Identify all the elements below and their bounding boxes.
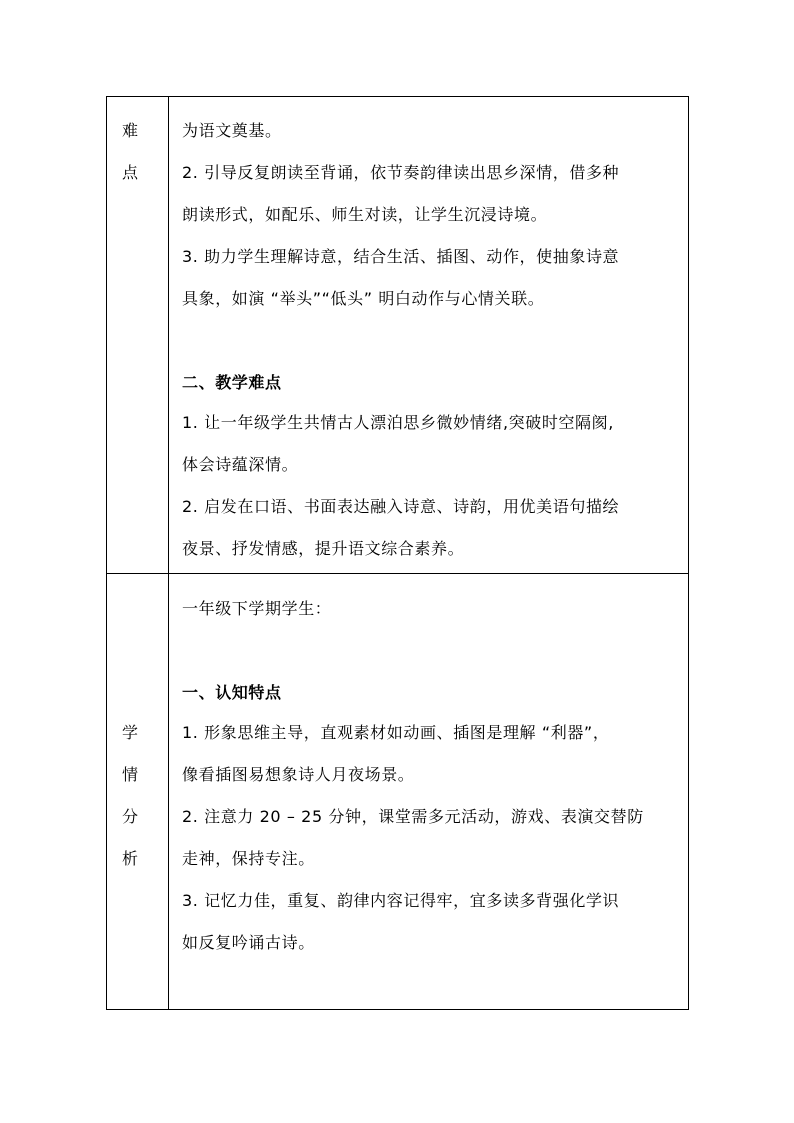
- row1-label-char-2: 点: [121, 163, 138, 182]
- column-divider: [168, 96, 169, 1010]
- row1-label-char-1: 难: [121, 121, 138, 140]
- row2-intro: 一年级下学期学生：: [182, 599, 332, 618]
- row1-line-7: 体会诗蕴深情。: [182, 455, 299, 474]
- row1-line-2: 2. 引导反复朗读至背诵，依节奏韵律读出思乡深情，借多种: [182, 163, 620, 182]
- row2-label-char-2: 情: [121, 765, 138, 784]
- row2-line-6: 如反复吟诵古诗。: [182, 933, 315, 952]
- row-divider: [106, 573, 689, 574]
- row1-line-9: 夜景、抒发情感，提升语文综合素养。: [182, 539, 465, 558]
- row2-line-2: 像看插图易想象诗人月夜场景。: [182, 765, 415, 784]
- row2-line-4: 走神，保持专注。: [182, 849, 315, 868]
- row1-line-8: 2. 启发在口语、书面表达融入诗意、诗韵，用优美语句描绘: [182, 497, 620, 516]
- row2-label-char-1: 学: [121, 723, 138, 742]
- row1-line-3: 朗读形式，如配乐、师生对读，让学生沉浸诗境。: [182, 205, 548, 224]
- row2-line-5: 3. 记忆力佳，重复、韵律内容记得牢，宜多读多背强化学识: [182, 891, 620, 910]
- row2-label-char-4: 析: [121, 849, 138, 868]
- row1-line-6: 1. 让一年级学生共情古人漂泊思乡微妙情绪,突破时空隔阂,: [182, 413, 614, 432]
- row2-label-char-3: 分: [121, 807, 138, 826]
- row2-line-1: 1. 形象思维主导，直观素材如动画、插图是理解 “利器”，: [182, 723, 610, 742]
- row1-line-5: 具象，如演 “举头”“低头” 明白动作与心情关联。: [182, 289, 545, 308]
- row1-line-1: 为语文奠基。: [182, 121, 282, 140]
- row1-heading: 二、教学难点: [182, 373, 282, 392]
- row2-line-3: 2. 注意力 20 – 25 分钟，课堂需多元活动，游戏、表演交替防: [182, 807, 644, 826]
- row1-line-4: 3. 助力学生理解诗意，结合生活、插图、动作，使抽象诗意: [182, 247, 620, 266]
- row2-heading: 一、认知特点: [182, 683, 282, 702]
